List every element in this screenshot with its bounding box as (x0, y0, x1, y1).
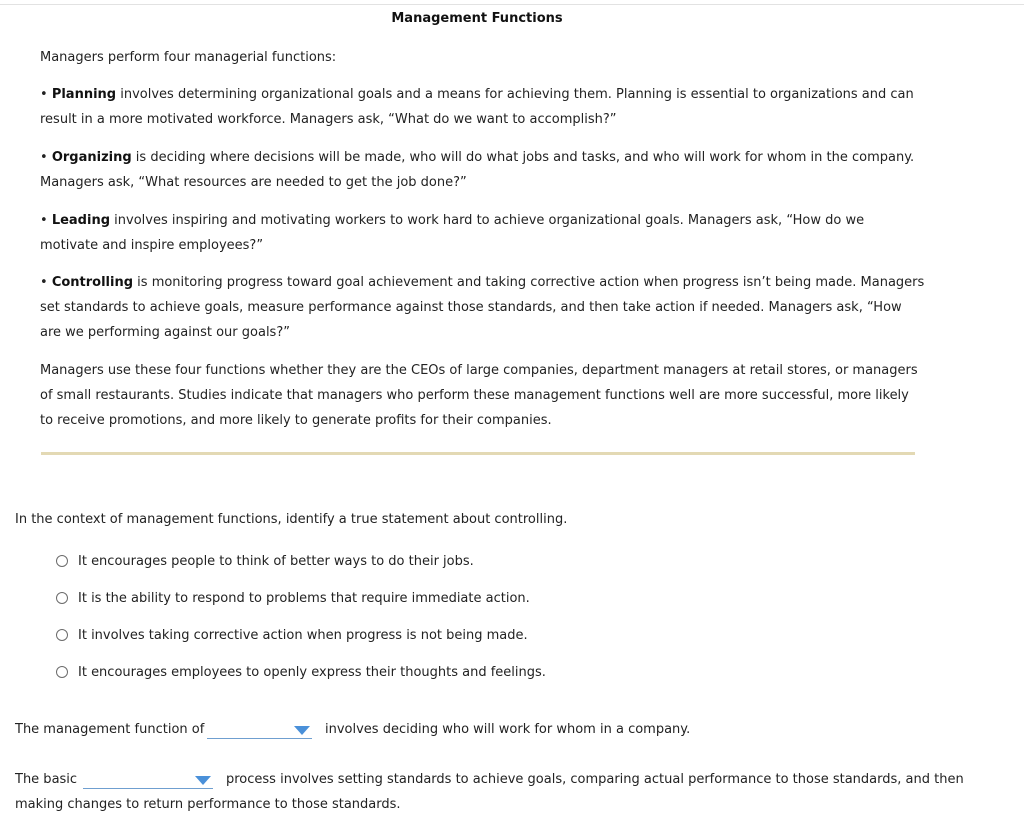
answer-option-1[interactable] (56, 552, 474, 570)
closing-paragraph: Managers use these four functions whether they are the CEOs of large companies, department managers at retail stores, or managers of small restaurants. Studies indicate that managers who perform these management functions well are more successful, more likely to receive promotions, and more likely to generate profits for their companies. (40, 363, 918, 428)
option-label: It involves taking corrective action when progress is not being made. (78, 627, 528, 643)
function-dropdown[interactable] (207, 722, 312, 739)
function-controlling (40, 270, 925, 345)
page-title: Management Functions (391, 11, 563, 26)
fill2-continuation-text: making changes to return performance to those standards. (15, 797, 401, 812)
radio-button[interactable] (56, 666, 68, 678)
bullet: • (40, 275, 48, 290)
answer-option-2[interactable] (56, 589, 530, 607)
fill1-after-text: involves deciding who will work for whom in a company. (325, 722, 691, 737)
function-text-planning: involves determining organizational goals and a means for achieving them. Planning is essential to organizations and can result in a more motivated workforce. Managers ask, “What do we want to accomplish?” (40, 87, 914, 127)
function-text-controlling: is monitoring progress toward goal achievement and taking corrective action when progress isn’t being made. Managers set standards to achieve goals, measure performance against those standards, and then take action if needed. Managers ask, “How are we performing against our goals?” (40, 275, 925, 340)
chevron-down-icon[interactable] (294, 726, 310, 735)
function-name-planning: Planning (51, 87, 117, 102)
fill2-after-text: process involves setting standards to achieve goals, comparing actual performance to those standards, and then (226, 772, 964, 787)
radio-button[interactable] (56, 629, 68, 641)
bullet: • (40, 87, 48, 102)
radio-button[interactable] (56, 555, 68, 567)
top-border (0, 4, 1024, 5)
answer-option-4[interactable] (56, 663, 546, 681)
bullet: • (40, 213, 48, 228)
question-prompt: In the context of management functions, identify a true statement about controlling. (15, 512, 568, 527)
answer-option-3[interactable] (56, 626, 528, 644)
option-label: It encourages people to think of better ways to do their jobs. (78, 553, 474, 569)
bullet: • (40, 150, 48, 165)
process-dropdown[interactable] (83, 772, 213, 789)
function-leading (40, 208, 925, 258)
intro-text: Managers perform four managerial functions: (40, 50, 337, 65)
fill2-before-text: The basic (15, 772, 78, 787)
function-text-organizing: is deciding where decisions will be made, who will do what jobs and tasks, and who will work for whom in the company. Managers ask, “What resources are needed to get the job done?” (40, 150, 915, 190)
function-name-organizing: Organizing (51, 150, 132, 165)
option-label: It encourages employees to openly express their thoughts and feelings. (78, 664, 546, 680)
function-name-leading: Leading (51, 213, 111, 228)
function-name-controlling: Controlling (51, 275, 134, 290)
function-text-leading: involves inspiring and motivating workers to work hard to achieve organizational goals. Managers ask, “How do we motivate and inspire employees?” (40, 213, 865, 253)
function-planning (40, 82, 925, 132)
function-organizing (40, 145, 925, 195)
chevron-down-icon[interactable] (195, 776, 211, 785)
radio-button[interactable] (56, 592, 68, 604)
option-label: It is the ability to respond to problems that require immediate action. (78, 590, 530, 606)
section-divider (41, 452, 915, 455)
fill1-before-text: The management function of (15, 722, 205, 737)
